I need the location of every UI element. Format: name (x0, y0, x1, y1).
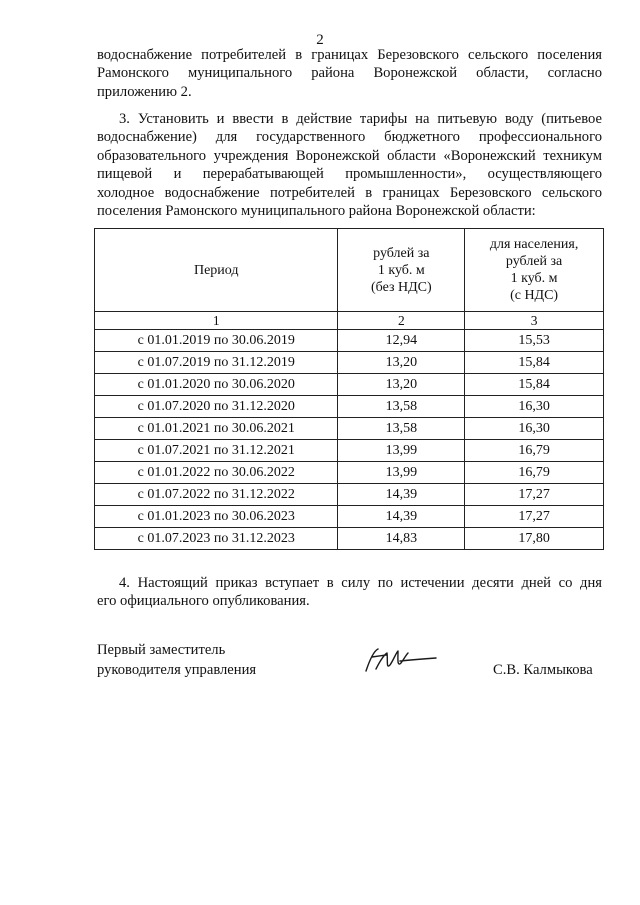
text-line: Рамонского муниципального района Воронежской области, согласно (97, 65, 602, 82)
cell-population: 17,27 (465, 506, 604, 528)
signer-position-line: Первый заместитель (97, 642, 226, 658)
header-line: для населения, (489, 237, 579, 252)
cell-no-vat: 13,99 (338, 440, 465, 462)
cell-period: с 01.07.2023 по 31.12.2023 (95, 528, 338, 550)
table-row (95, 352, 604, 374)
header-line: рублей за (373, 245, 430, 261)
cell-population: 17,27 (465, 484, 604, 506)
header-line: (без НДС) (370, 279, 432, 295)
text-line: водоснабжение) для государственного бюджетного профессионального (97, 129, 602, 146)
table-row (95, 330, 604, 352)
paragraph-item-4 (97, 574, 602, 611)
table-row (95, 484, 604, 506)
cell-no-vat: 13,99 (338, 462, 465, 484)
signer-name: С.В. Калмыкова (493, 662, 593, 678)
table-row (95, 506, 604, 528)
text-line: его официального опубликования. (97, 593, 310, 610)
cell-population: 15,84 (465, 352, 604, 374)
header-line: 1 куб. м (510, 271, 558, 286)
cell-period: с 01.07.2022 по 31.12.2022 (95, 484, 338, 506)
column-number: 1 (95, 312, 338, 330)
table-row (95, 418, 604, 440)
cell-period: с 01.01.2022 по 30.06.2022 (95, 462, 338, 484)
cell-period: с 01.07.2020 по 31.12.2020 (95, 396, 338, 418)
paragraph-continuation (97, 46, 602, 101)
tariff-table (94, 228, 604, 550)
cell-period: с 01.01.2020 по 30.06.2020 (95, 374, 338, 396)
header-line: рублей за (505, 254, 563, 269)
text-line: пищевой и перерабатывающей промышленности», осуществляющего (97, 166, 602, 183)
signer-position-line: руководителя управления (97, 662, 257, 678)
header-period: Период (95, 229, 338, 312)
cell-period: с 01.01.2021 по 30.06.2021 (95, 418, 338, 440)
cell-population: 15,84 (465, 374, 604, 396)
cell-population: 16,79 (465, 440, 604, 462)
signer-position (97, 640, 256, 680)
header-rub-population (465, 229, 604, 312)
handwritten-signature (360, 641, 440, 681)
cell-no-vat: 14,39 (338, 506, 465, 528)
column-number: 3 (465, 312, 604, 330)
table-row (95, 440, 604, 462)
table-header-row (95, 229, 604, 312)
table-row (95, 374, 604, 396)
cell-population: 16,30 (465, 418, 604, 440)
column-number-row (95, 312, 604, 330)
table-row (95, 528, 604, 550)
cell-no-vat: 13,20 (338, 374, 465, 396)
table-row (95, 462, 604, 484)
cell-population: 16,30 (465, 396, 604, 418)
column-number: 2 (338, 312, 465, 330)
text-line: приложению 2. (97, 83, 192, 100)
cell-population: 15,53 (465, 330, 604, 352)
text-line: холодное водоснабжение потребителей в границах Березовского сельского (97, 184, 602, 201)
cell-period: с 01.01.2019 по 30.06.2019 (95, 330, 338, 352)
text-line: водоснабжение потребителей в границах Березовского сельского поселения (97, 47, 602, 63)
header-line: (с НДС) (510, 288, 559, 303)
page-number: 2 (316, 32, 324, 48)
cell-no-vat: 13,58 (338, 418, 465, 440)
cell-population: 16,79 (465, 462, 604, 484)
header-rub-no-vat (338, 229, 465, 312)
text-line: 4. Настоящий приказ вступает в силу по истечении десяти дней со дня (119, 575, 602, 591)
cell-period: с 01.01.2023 по 30.06.2023 (95, 506, 338, 528)
cell-period: с 01.07.2021 по 31.12.2021 (95, 440, 338, 462)
cell-population: 17,80 (465, 528, 604, 550)
text-line: 3. Установить и ввести в действие тарифы на питьевую воду (питьевое (119, 111, 602, 127)
cell-no-vat: 13,58 (338, 396, 465, 418)
text-line: образовательного учреждения Воронежской области «Воронежский техникум (97, 147, 602, 164)
cell-no-vat: 13,20 (338, 352, 465, 374)
table-row (95, 396, 604, 418)
cell-period: с 01.07.2019 по 31.12.2019 (95, 352, 338, 374)
header-line: 1 куб. м (377, 262, 425, 278)
cell-no-vat: 14,39 (338, 484, 465, 506)
text-line: поселения Рамонского муниципального района Воронежской области: (97, 203, 536, 220)
paragraph-item-3 (97, 110, 602, 220)
cell-no-vat: 12,94 (338, 330, 465, 352)
cell-no-vat: 14,83 (338, 528, 465, 550)
